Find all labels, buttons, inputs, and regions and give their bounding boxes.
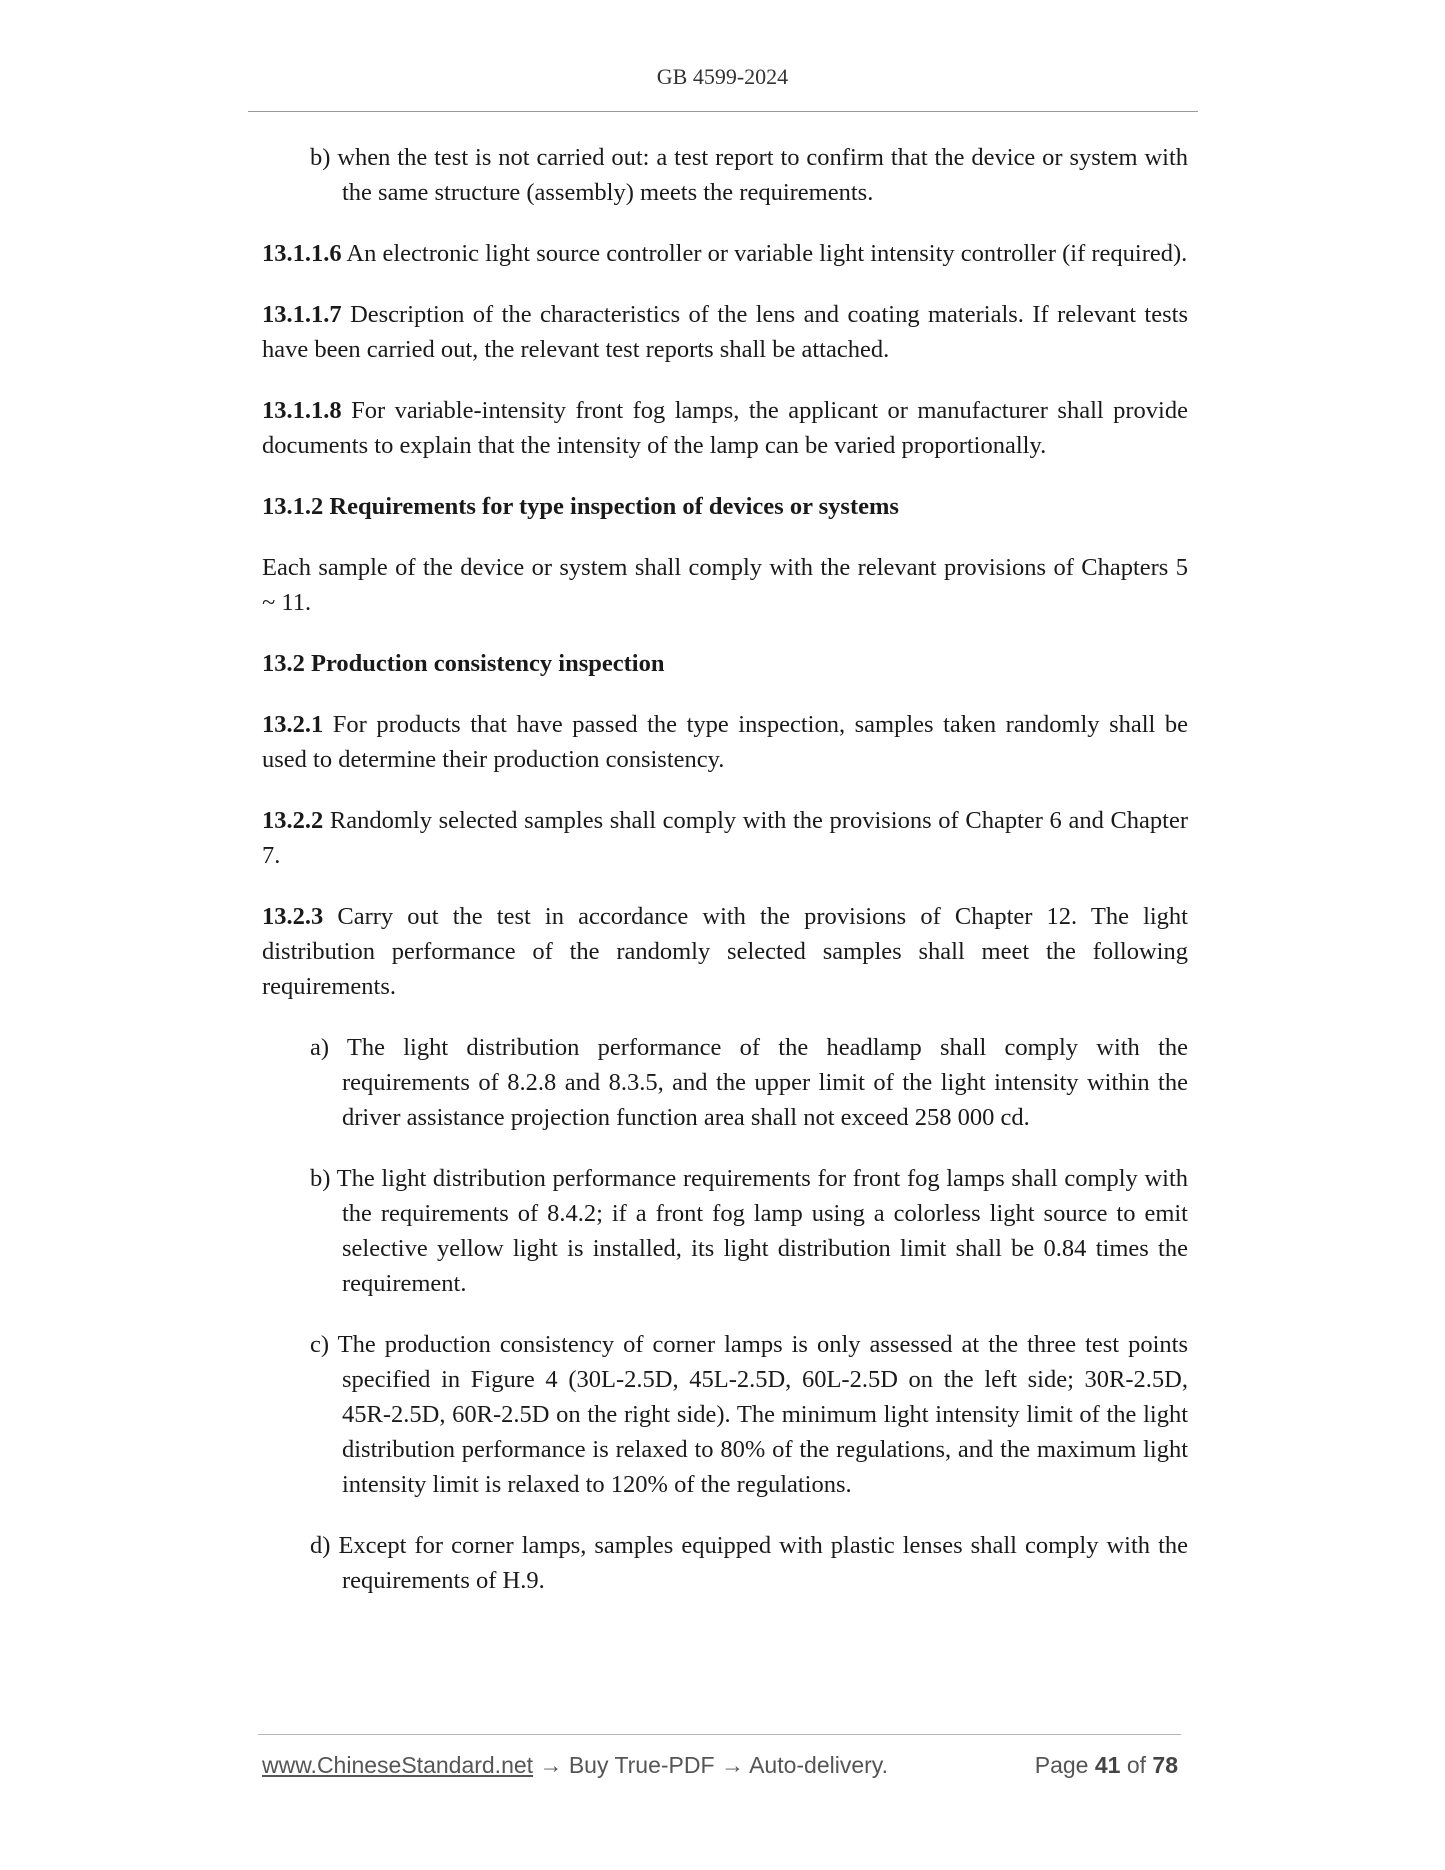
footer-promo <box>262 1752 888 1779</box>
arrow-right-icon: → <box>539 1752 563 1778</box>
page-current: 41 <box>1094 1752 1121 1778</box>
clause-number: 13.1.1.7 <box>262 301 342 328</box>
clause-number: 13.1.1.6 <box>262 240 342 267</box>
list-item-b <box>310 1161 1188 1301</box>
clause-number: 13.2.2 <box>262 807 324 834</box>
list-label: b) <box>310 144 331 171</box>
list-item-b-continued <box>310 140 1188 210</box>
list-item-c <box>310 1327 1188 1502</box>
paragraph-13-1-2: Each sample of the device or system shall comply with the relevant provisions of Chapters 5 ~ 11. <box>262 554 1188 616</box>
list-label: b) <box>310 1165 331 1192</box>
heading-13-1-2: 13.1.2 Requirements for type inspection of devices or systems <box>262 493 899 520</box>
list-item-d <box>310 1528 1188 1598</box>
list-text: The light distribution performance of the headlamp shall comply with the requirements of 8.2.8 and 8.3.5, and the upper limit of the light intensity within the driver assistance projection function area shall not exceed 258 000 cd. <box>342 1034 1188 1131</box>
page-number <box>1035 1752 1178 1779</box>
page-total: 78 <box>1152 1752 1178 1778</box>
clause-text: Randomly selected samples shall comply with the provisions of Chapter 6 and Chapter 7. <box>262 807 1189 869</box>
header-divider <box>248 111 1198 112</box>
buy-true-pdf-text: Buy True-PDF <box>568 1752 715 1778</box>
clause-number: 13.1.1.8 <box>262 397 342 424</box>
page-label: Page <box>1034 1752 1089 1778</box>
clause-number: 13.2.1 <box>262 711 324 738</box>
list-text: The light distribution performance requirements for front fog lamps shall comply with the requirements of 8.4.2; if a front fog lamp using a colorless light source to emit selective yellow light is installed, its light distribution limit shall be 0.84 times the requirement. <box>336 1165 1188 1297</box>
list-label: a) <box>310 1034 330 1061</box>
clause-text: Description of the characteristics of the lens and coating materials. If relevant tests have been carried out, the relevant test reports shall be attached. <box>262 301 1188 363</box>
clause-number: 13.2.3 <box>262 903 324 930</box>
clause-text: For products that have passed the type inspection, samples taken randomly shall be used to determine their production consistency. <box>262 711 1189 773</box>
list-item-a <box>310 1030 1188 1135</box>
document-body <box>262 140 1188 1624</box>
website-link[interactable]: www.ChineseStandard.net <box>262 1752 534 1778</box>
page-header: GB 4599-2024 <box>656 64 789 89</box>
clause-13-1-1-7 <box>262 297 1188 367</box>
list-text: when the test is not carried out: a test report to confirm that the device or system with the same structure (assembly) meets the requirements. <box>337 144 1188 206</box>
clause-text: For variable-intensity front fog lamps, the applicant or manufacturer shall provide documents to explain that the intensity of the lamp can be varied proportionally. <box>262 397 1188 459</box>
clause-text: An electronic light source controller or variable light intensity controller (if required). <box>346 240 1188 267</box>
clause-13-1-1-6 <box>262 236 1188 271</box>
list-text: The production consistency of corner lamps is only assessed at the three test points specified in Figure 4 (30L-2.5D, 45L-2.5D, 60L-2.5D on the left side; 30R-2.5D, 45R-2.5D, 60R-2.5D on the right side). The minimum light intensity limit of the light distribution performance is relaxed to 80% of the regulations, and the maximum light intensity limit is relaxed to 120% of the regulations. <box>337 1331 1188 1498</box>
page-of: of <box>1126 1752 1147 1778</box>
list-label: c) <box>310 1331 330 1358</box>
arrow-right-icon: → <box>720 1752 744 1778</box>
heading-13-2: 13.2 Production consistency inspection <box>262 650 665 677</box>
clause-text: Carry out the test in accordance with the provisions of Chapter 12. The light distribution performance of the randomly selected samples shall meet the following requirements. <box>262 903 1188 1000</box>
clause-13-1-1-8 <box>262 393 1188 463</box>
clause-13-2-3 <box>262 899 1188 1004</box>
list-label: d) <box>310 1532 331 1559</box>
list-text: Except for corner lamps, samples equipped with plastic lenses shall comply with the requirements of H.9. <box>338 1532 1188 1594</box>
clause-13-2-2 <box>262 803 1188 873</box>
footer-divider <box>258 1734 1181 1735</box>
auto-delivery-text: Auto-delivery. <box>749 1752 888 1778</box>
clause-13-2-1 <box>262 707 1188 777</box>
